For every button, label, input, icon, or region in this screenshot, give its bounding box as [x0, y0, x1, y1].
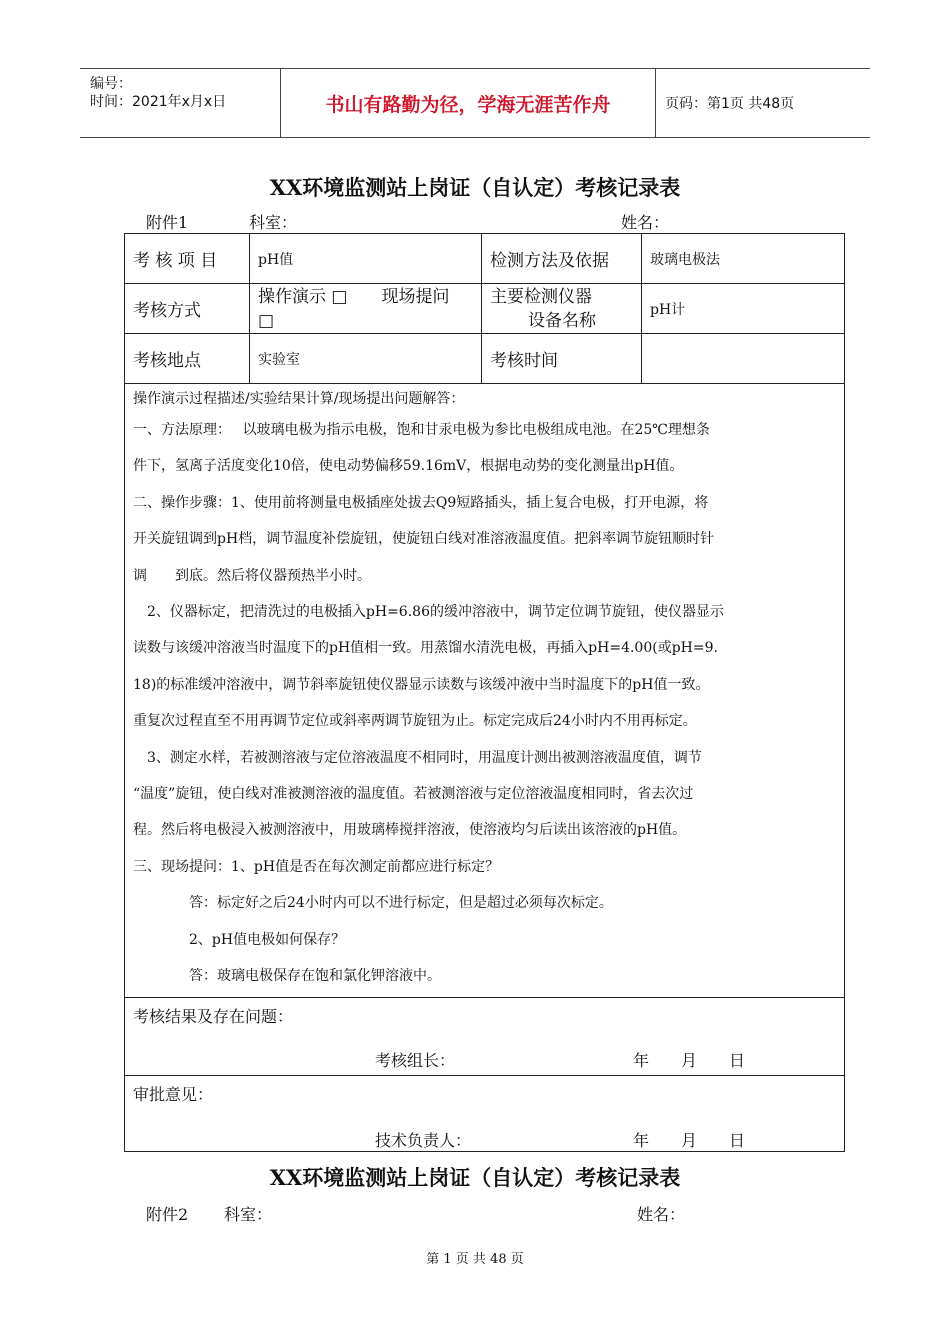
body-line: 二、操作步骤：1、使用前将测量电极插座处拔去Q9短路插头，插上复合电极，打开电源，将 [133, 494, 709, 511]
mode-value [250, 284, 482, 334]
item-label: 考 核 项 目 [125, 234, 250, 284]
body-line: “温度”旋钮，使白线对准被测溶液的温度值。若被测溶液与定位溶液温度相同时，省去次过 [133, 786, 694, 803]
body-line: 读数与该缓冲溶液当时温度下的pH值相一致。用蒸馏水清洗电极，再插入pH=4.00(或pH=9. [133, 640, 718, 657]
mode-options-line-2: □ [258, 310, 275, 331]
table-row [125, 998, 845, 1076]
dept-label-2: 科室： [224, 1205, 273, 1224]
instrument-label-line-1: 主要检测仪器 [490, 286, 592, 307]
body-line: 调 到底。然后将仪器预热半小时。 [133, 567, 371, 584]
page-footer: 第 1 页 共 48 页 [426, 1252, 524, 1267]
leader-date: 年 月 日 [633, 1051, 746, 1070]
instrument-label-line-2: 设备名称 [528, 310, 596, 331]
item-value: pH值 [250, 234, 482, 284]
body-line: 答：标定好之后24小时内可以不进行标定，但是超过必须每次标定。 [189, 895, 613, 912]
tech-lead-date: 年 月 日 [633, 1131, 746, 1150]
result-label: 考核结果及存在问题： [133, 1007, 294, 1026]
body-line: 2、仪器标定，把清洗过的电极插入pH=6.86的缓冲溶液中，调节定位调节旋钮，使仪器显示 [133, 604, 724, 621]
attachment-label: 附件1 [146, 213, 189, 232]
place-value: 实验室 [250, 334, 482, 384]
dept-label: 科室： [249, 213, 298, 232]
name-label-2: 姓名： [637, 1205, 686, 1224]
body-line: 程。然后将电极浸入被测溶液中，用玻璃棒搅拌溶液，使溶液均匀后读出该溶液的pH值。 [133, 822, 687, 839]
method-label: 检测方法及依据 [482, 234, 642, 284]
assessment-table [124, 233, 845, 1152]
place-label: 考核地点 [125, 334, 250, 384]
body-line: 一、方法原理： 以玻璃电极为指示电极，饱和甘汞电极为参比电极组成电池。在25℃理想条 [133, 422, 710, 438]
method-value: 玻璃电极法 [642, 234, 845, 284]
document-time: 时间：2021年x月x日 [90, 94, 227, 110]
form-title-2: XX环境监测站上岗证（自认定）考核记录表 [269, 1165, 681, 1190]
form-title: XX环境监测站上岗证（自认定）考核记录表 [269, 175, 681, 200]
table-row [125, 284, 845, 334]
instrument-label [482, 284, 642, 334]
body-line: 2、pH值电极如何保存？ [189, 931, 346, 948]
body-line: 三、现场提问：1、pH值是否在每次测定前都应进行标定？ [133, 858, 500, 875]
header-meta [80, 69, 280, 137]
body-line: 答：玻璃电极保存在饱和氯化钾溶液中。 [189, 968, 441, 985]
header-motto: 书山有路勤为径，学海无涯苦作舟 [280, 69, 656, 137]
table-row [125, 384, 845, 998]
body-line: 3、测定水样，若被测溶液与定位溶液温度不相同时，用温度计测出被测溶液温度值，调节 [133, 749, 702, 766]
result-section [125, 998, 845, 1076]
time-value [642, 334, 845, 384]
assessment-description [125, 384, 845, 998]
name-label: 姓名： [621, 213, 670, 232]
table-row [125, 334, 845, 384]
time-label: 考核时间 [482, 334, 642, 384]
attachment-label-2: 附件2 [146, 1205, 189, 1224]
body-line: 件下，氢离子活度变化10倍，使电动势偏移59.16mV，根据电动势的变化测量出pH值。 [133, 458, 684, 475]
leader-label: 考核组长： [375, 1051, 456, 1070]
mode-options-line-1: 操作演示 □ 现场提问 [258, 286, 450, 307]
table-row [125, 234, 845, 284]
table-row [125, 1076, 845, 1152]
body-line: 18)的标准缓冲溶液中，调节斜率旋钮使仪器显示读数与该缓冲液中当时温度下的pH值一致。 [133, 676, 710, 693]
page-header [80, 68, 870, 138]
approval-section [125, 1076, 845, 1152]
body-line: 重复次过程直至不用再调节定位或斜率两调节旋钮为止。标定完成后24小时内不用再标定。 [133, 713, 697, 730]
body-line: 开关旋钮调到pH档，调节温度补偿旋钮，使旋钮白线对准溶液温度值。把斜率调节旋钮顺时针 [133, 531, 715, 548]
instrument-value: pH计 [642, 284, 845, 334]
header-page-info: 页码：第1页 共48页 [665, 96, 795, 112]
mode-label: 考核方式 [125, 284, 250, 334]
document-number: 编号： [90, 76, 132, 92]
tech-lead-label: 技术负责人： [375, 1131, 472, 1150]
body-line: 操作演示过程描述/实验结果计算/现场提出问题解答： [133, 391, 465, 407]
approval-label: 审批意见： [133, 1085, 214, 1104]
